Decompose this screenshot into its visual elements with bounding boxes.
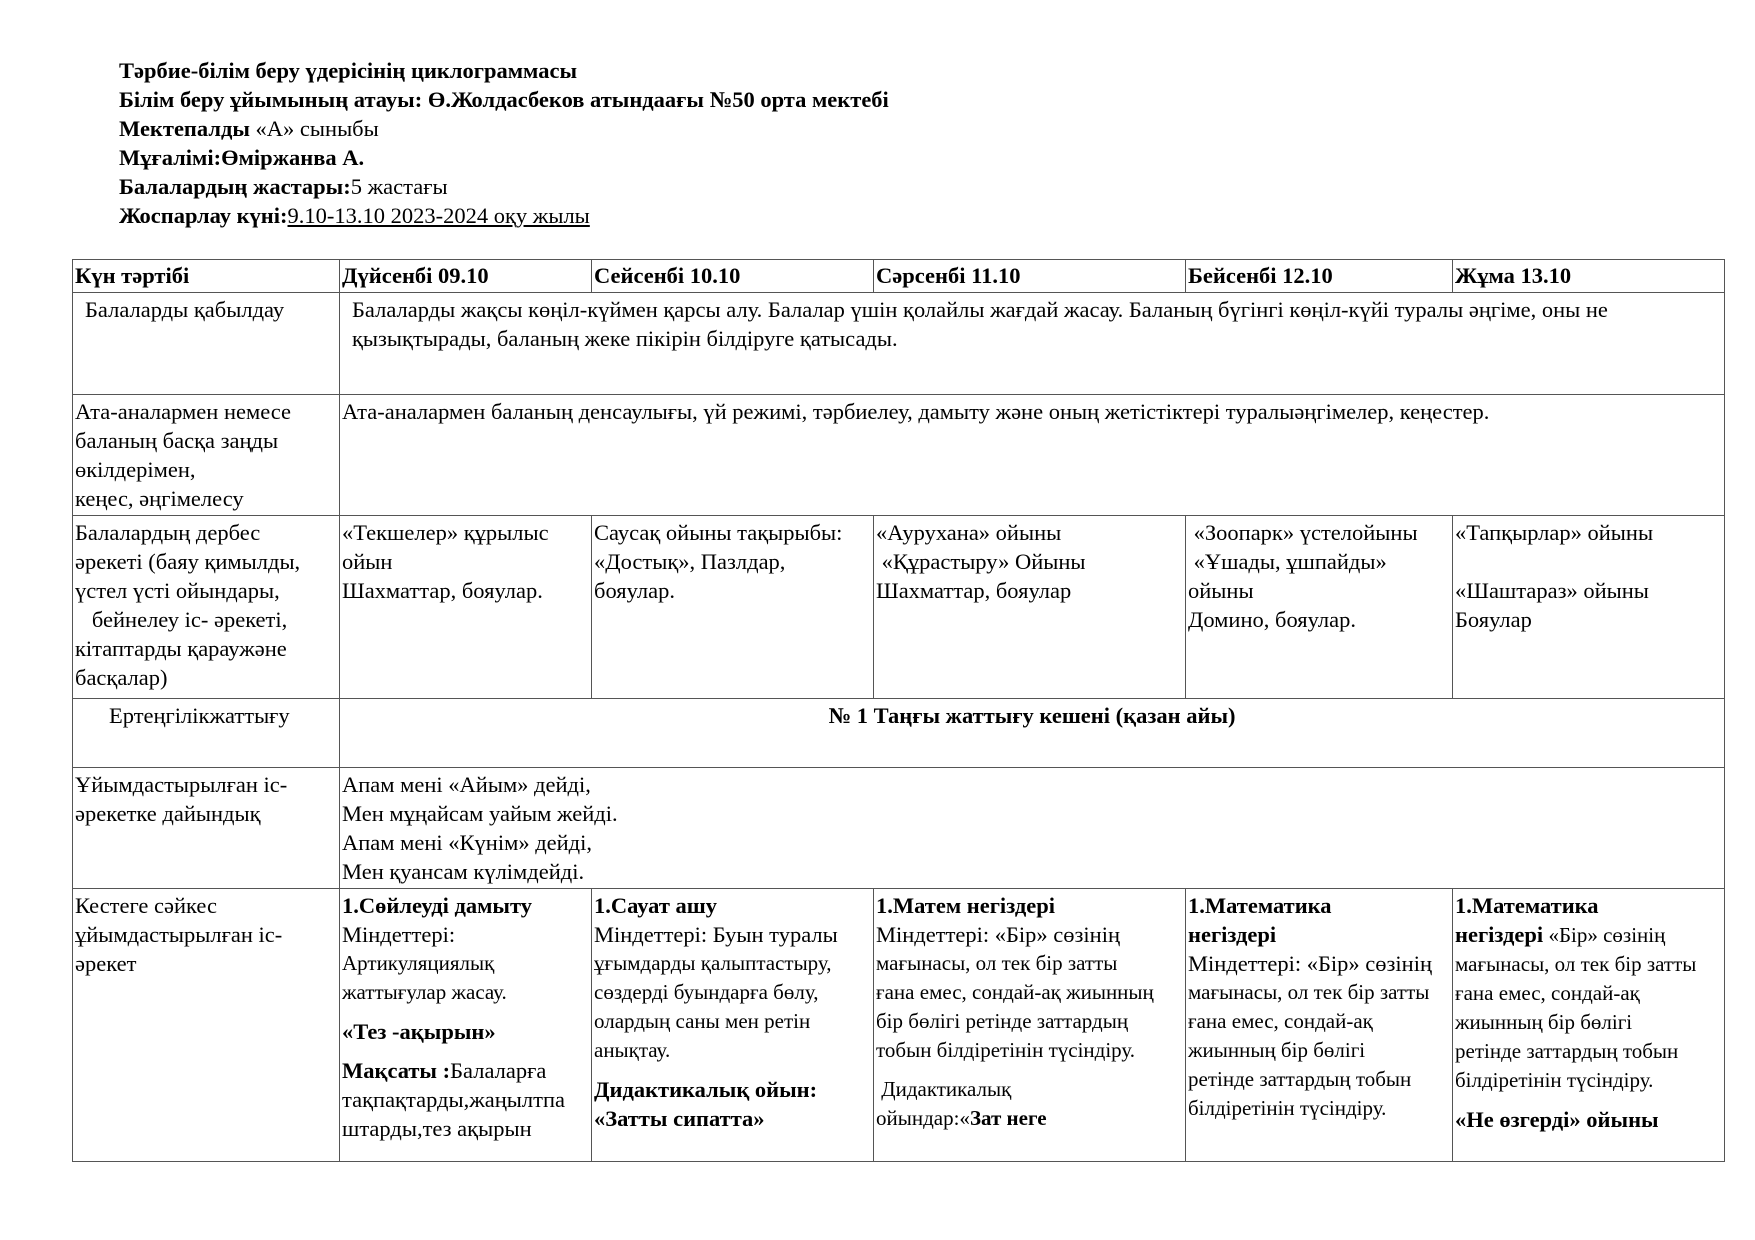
group-value: «А» сыныбы <box>249 116 379 141</box>
schedule-wednesday <box>874 889 1186 1162</box>
row-label-line: өкілдерімен, <box>75 457 196 482</box>
game-label-line: ойындар:« <box>876 1106 970 1130</box>
table-row <box>73 293 1725 395</box>
column-header: Сәрсенбі 11.10 <box>874 260 1186 293</box>
subject-title: 1.Сөйлеуді дамыту <box>342 893 533 918</box>
activity-friday <box>1453 516 1725 699</box>
subject-title-line: 1.Математика <box>1188 893 1332 918</box>
tasks-line: мағынасы, ол тек бір затты <box>1188 980 1430 1004</box>
activity-line <box>1455 547 1722 576</box>
tasks-line: тобын білдіретінін түсіндіру. <box>876 1038 1136 1062</box>
row-label-line: Балалардың дербес <box>75 520 261 545</box>
tasks-line: олардың саны мен ретін <box>594 1009 811 1033</box>
subject-title-line: 1.Математика <box>1455 893 1599 918</box>
tasks-line: анықтау. <box>594 1038 671 1062</box>
tasks-line: ғана емес, сондай-ақ <box>1188 1009 1373 1033</box>
tasks-line: ғана емес, сондай-ақ <box>1455 981 1640 1005</box>
goal-text: Балаларға <box>450 1058 547 1083</box>
activity-line: «Шаштараз» ойыны <box>1455 578 1649 603</box>
tasks-line: білдіретінін түсіндіру. <box>1455 1068 1654 1092</box>
document-title: Тәрбие-білім беру үдерісінің циклограммасы <box>119 58 578 83</box>
tasks-line: ретінде заттардың тобын <box>1188 1067 1412 1091</box>
spacer <box>342 1046 589 1056</box>
spacer <box>1455 1095 1722 1105</box>
activity-tuesday <box>592 516 874 699</box>
poem-line: Мен мұңайсам уайым жейді. <box>342 801 618 826</box>
activity-line: бояулар. <box>594 578 675 603</box>
column-header: Дүйсенбі 09.10 <box>340 260 592 293</box>
reception-text: Балаларды жақсы көңіл-күймен қарсы алу. Балалар үшін қолайлы жағдай жасау. Баланың бүгінгі көңіл-күйі туралы әңгіме, оны не қызықтырады, баланың жеке пікірін білдіруге қатысады. <box>340 293 1725 395</box>
activity-line: Шахматтар, бояулар. <box>342 578 543 603</box>
activity-line: ойын <box>342 549 393 574</box>
group-label: Мектепалды <box>119 116 250 141</box>
spacer <box>342 1007 589 1017</box>
activity-line: Домино, бояулар. <box>1188 607 1356 632</box>
age-label: Балалардың жастары: <box>119 174 351 199</box>
activity-monday <box>340 516 592 699</box>
row-label <box>73 516 340 699</box>
row-label-line: баланың басқа заңды <box>75 428 279 453</box>
row-label-line: әрекет <box>75 951 137 976</box>
schedule-table <box>72 259 1725 1162</box>
goal-line: штарды,тез ақырын <box>342 1116 532 1141</box>
row-label <box>73 768 340 889</box>
tasks-line: Міндеттері: «Бір» сөзінің <box>876 922 1121 947</box>
tasks-inline: «Бір» сөзінің <box>1543 923 1666 947</box>
spacer <box>876 1065 1183 1075</box>
game-title: «Не өзгерді» ойыны <box>1455 1107 1659 1132</box>
schedule-thursday <box>1186 889 1453 1162</box>
activity-line: «Құрастыру» Ойыны <box>876 549 1086 574</box>
activity-line: «Ұшады, ұшпайды» <box>1188 549 1387 574</box>
tasks-line: Міндеттері: Буын туралы <box>594 922 838 947</box>
group-line <box>119 114 889 143</box>
row-label <box>73 293 340 395</box>
game-label-line: Дидактикалық <box>876 1077 1012 1101</box>
table-row <box>73 516 1725 699</box>
prep-poem <box>340 768 1725 889</box>
organization-line: Білім беру ұйымының атауы: Ө.Жолдасбеков атындаағы №50 орта мектебі <box>119 87 889 112</box>
game-label: Дидактикалық ойын: <box>594 1077 818 1102</box>
age-value: 5 жастағы <box>350 174 448 199</box>
activity-line: Саусақ ойыны тақырыбы: <box>594 520 843 545</box>
game-title: «Тез -ақырын» <box>342 1019 496 1044</box>
row-label-text: Балаларды қабылдау <box>85 297 285 322</box>
date-line <box>119 201 889 230</box>
table-row <box>73 889 1725 1162</box>
activity-line: ойыны <box>1188 578 1254 603</box>
tasks-line: жаттығулар жасау. <box>342 980 507 1004</box>
row-label-line: әрекетке дайындық <box>75 801 261 826</box>
row-label-line: ұйымдастырылған іс- <box>75 922 283 947</box>
row-label <box>73 699 340 768</box>
table-header-row <box>73 260 1725 293</box>
row-label-line: әрекеті (баяу қимылды, <box>75 549 301 574</box>
subject-title: 1.Сауат ашу <box>594 893 718 918</box>
column-header: Бейсенбі 12.10 <box>1186 260 1453 293</box>
activity-wednesday <box>874 516 1186 699</box>
row-label-line: кітаптарды қараужәне <box>75 636 287 661</box>
row-label-text: Ертеңгілікжаттығу <box>109 703 290 728</box>
activity-line: Бояулар <box>1455 607 1532 632</box>
tasks-line: мағынасы, ол тек бір затты <box>876 951 1118 975</box>
poem-line: Апам мені «Күнім» дейді, <box>342 830 592 855</box>
row-label-line: басқалар) <box>75 665 168 690</box>
table-row <box>73 768 1725 889</box>
row-label-line: кеңес, әңгімелесу <box>75 486 244 511</box>
column-header: Жұма 13.10 <box>1453 260 1725 293</box>
tasks-line: сөздерді буындарға бөлу, <box>594 980 819 1004</box>
schedule-friday <box>1453 889 1725 1162</box>
schedule-monday <box>340 889 592 1162</box>
date-value: 9.10-13.10 2023-2024 оқу жылы <box>287 203 590 228</box>
subject-title-line: негіздері <box>1455 922 1544 947</box>
date-label: Жоспарлау күні: <box>119 203 288 228</box>
spacer <box>594 1065 871 1075</box>
row-label <box>73 889 340 1162</box>
tasks-line: бір бөлігі ретінде заттардың <box>876 1009 1129 1033</box>
tasks-line: ұғымдарды қалыптастыру, <box>594 951 832 975</box>
goal-line: тақпақтарды,жаңылтпа <box>342 1087 566 1112</box>
tasks-line: Міндеттері: «Бір» сөзінің <box>1188 951 1433 976</box>
age-line <box>119 172 889 201</box>
table-row <box>73 699 1725 768</box>
tasks-line: жиынның бір бөлігі <box>1188 1038 1366 1062</box>
document-header <box>119 56 889 230</box>
activity-line: «Достық», Пазлдар, <box>594 549 786 574</box>
column-header: Сейсенбі 10.10 <box>592 260 874 293</box>
tasks-line: Артикуляциялық <box>342 951 495 975</box>
parents-text: Ата-аналармен баланың денсаулығы, үй режимі, тәрбиелеу, дамыту және оның жетістіктері туралыәңгімелер, кеңестер. <box>340 395 1725 516</box>
row-label-line: Ұйымдастырылған іс- <box>75 772 288 797</box>
table-row <box>73 395 1725 516</box>
teacher-line: Мұғалімі:Өміржанва А. <box>119 145 365 170</box>
activity-line: «Тапқырлар» ойыны <box>1455 520 1654 545</box>
subject-title-line: негіздері <box>1188 922 1277 947</box>
tasks-line: мағынасы, ол тек бір затты <box>1455 952 1697 976</box>
row-label-line: Ата-аналармен немесе <box>75 399 292 424</box>
tasks-line: білдіретінін түсіндіру. <box>1188 1096 1387 1120</box>
row-label-line: үстел үсті ойындары, <box>75 578 280 603</box>
goal-label: Мақсаты : <box>342 1058 451 1083</box>
schedule-tuesday <box>592 889 874 1162</box>
row-label <box>73 395 340 516</box>
row-label-line: Кестеге сәйкес <box>75 893 217 918</box>
tasks-line: жиынның бір бөлігі <box>1455 1010 1633 1034</box>
activity-line: «Текшелер» құрылыс <box>342 520 549 545</box>
poem-line: Мен қуансам күлімдейді. <box>342 859 585 884</box>
activity-thursday <box>1186 516 1453 699</box>
activity-line: Шахматтар, бояулар <box>876 578 1072 603</box>
tasks-line: ғана емес, сондай-ақ жиынның <box>876 980 1154 1004</box>
row-label-line: бейнелеу іс- әрекеті, <box>75 607 288 632</box>
game-title: Зат неге <box>969 1106 1047 1130</box>
poem-line: Апам мені «Айым» дейді, <box>342 772 591 797</box>
activity-line: «Зоопарк» үстелойыны <box>1188 520 1418 545</box>
exercise-text: № 1 Таңғы жаттығу кешені (қазан айы) <box>340 699 1725 768</box>
activity-line: «Аурухана» ойыны <box>876 520 1062 545</box>
game-title: «Затты сипатта» <box>594 1106 765 1131</box>
subject-title: 1.Матем негіздері <box>876 893 1055 918</box>
column-header: Күн тәртібі <box>73 260 340 293</box>
tasks-label: Міндеттері: <box>342 922 456 947</box>
tasks-line: ретінде заттардың тобын <box>1455 1039 1679 1063</box>
